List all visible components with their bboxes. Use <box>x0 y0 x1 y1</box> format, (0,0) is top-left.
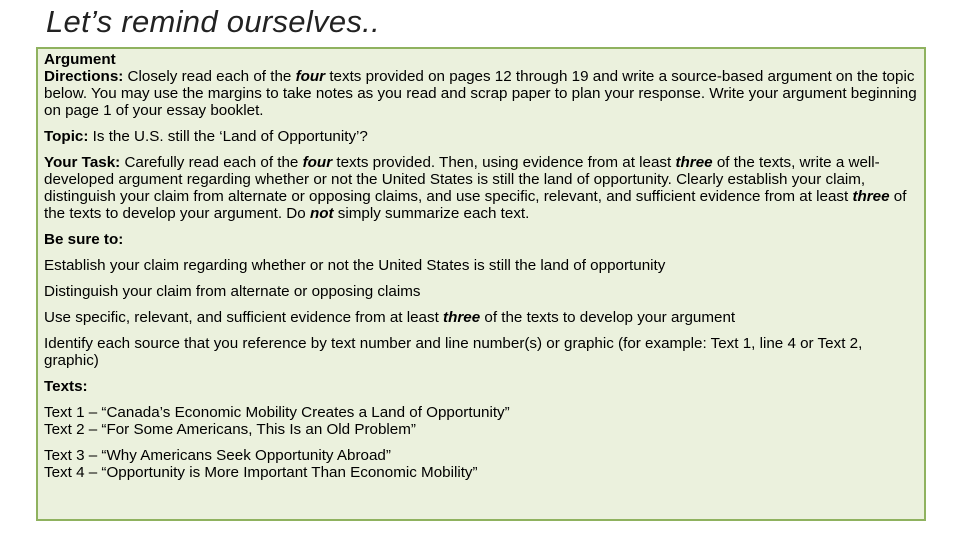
task-emphasis-three-1: three <box>675 154 713 171</box>
item3-text-1: Use specific, relevant, and sufficient evidence from at least <box>44 309 444 326</box>
item3-text-2: of the texts to develop your argument <box>480 309 736 326</box>
task-text-5: simply summarize each text. <box>333 205 530 222</box>
task-label: Your Task: <box>44 154 121 171</box>
task-text-1: Carefully read each of the <box>120 154 303 171</box>
item3-emphasis-three: three <box>443 309 481 326</box>
be-sure-item-3 <box>44 309 918 326</box>
topic-label: Topic: <box>44 128 89 145</box>
task-text-2: texts provided. Then, using evidence from at least <box>332 154 676 171</box>
task-paragraph <box>44 154 918 222</box>
slide-title: Let’s remind ourselves.. <box>46 4 381 39</box>
text-entry-1: Text 1 – “Canada’s Economic Mobility Creates a Land of Opportunity” <box>44 404 510 421</box>
directions-paragraph <box>44 68 918 119</box>
be-sure-item-2: Distinguish your claim from alternate or opposing claims <box>44 283 421 300</box>
be-sure-item-1: Establish your claim regarding whether or not the United States is still the land of opportunity <box>44 257 666 274</box>
heading-argument: Argument <box>44 51 116 68</box>
task-emphasis-not: not <box>309 205 334 222</box>
task-text-3: of the texts, write a well-developed argument regarding whether or not the United States is still the land of opportunity. Clearly establish your claim, distinguish your claim from alternate or opposing claims, and use specific, relevant, and sufficient evidence from at least <box>44 154 880 205</box>
directions-label: Directions: <box>44 68 124 85</box>
topic-paragraph <box>44 128 918 145</box>
text-entry-4: Text 4 – “Opportunity is More Important Than Economic Mobility” <box>44 464 478 481</box>
directions-text-1: Closely read each of the <box>123 68 296 85</box>
task-emphasis-three-2: three <box>852 188 890 205</box>
be-sure-label: Be sure to: <box>44 231 124 248</box>
task-emphasis-four: four <box>302 154 333 171</box>
task-text-4: of the texts to develop your argument. Do <box>44 188 907 222</box>
directions-text-2: texts provided on pages 12 through 19 and write a source-based argument on the topic below. You may use the margins to take notes as you read and scrap paper to plan your response. Write your argument beginning on page 1 of your essay booklet. <box>44 68 917 119</box>
topic-text: Is the U.S. still the ‘Land of Opportunity’? <box>88 128 368 145</box>
texts-label: Texts: <box>44 378 88 395</box>
argument-box <box>36 47 926 521</box>
text-entry-3: Text 3 – “Why Americans Seek Opportunity Abroad” <box>44 447 391 464</box>
directions-emphasis-four: four <box>295 68 326 85</box>
text-entry-2: Text 2 – “For Some Americans, This Is an Old Problem” <box>44 421 416 438</box>
be-sure-item-4: Identify each source that you reference by text number and line number(s) or graphic (for example: Text 1, line 4 or Text 2, graphic) <box>44 335 863 369</box>
